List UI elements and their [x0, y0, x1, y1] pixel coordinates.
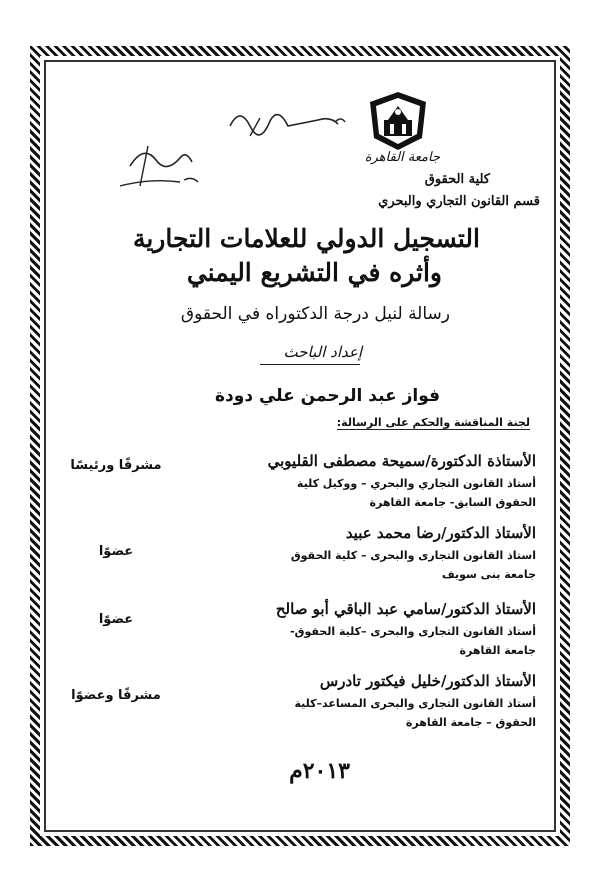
- department-name: قسم القانون التجاري والبحري: [378, 194, 540, 209]
- member-role: مشرفًا وعضوًا: [71, 688, 161, 703]
- faculty-name: كلية الحقوق: [424, 172, 490, 187]
- member-description: [286, 546, 536, 584]
- committee-member: [66, 672, 536, 732]
- researcher-name: فواز عبد الرحمن علي دودة: [215, 386, 440, 406]
- thesis-cover-page: [50, 66, 550, 826]
- member-name: الأستاذة الدكتورة/سميحة مصطفى القليوبي: [267, 452, 536, 470]
- year: ٢٠١٣م: [289, 758, 350, 784]
- member-description-line: الحقوق السابق- جامعة القاهرة: [369, 496, 536, 509]
- prepared-by-label: إعداد الباحث: [283, 343, 362, 361]
- handwritten-signature-icon: [110, 96, 370, 206]
- degree-subtitle: رسالة لنيل درجة الدكتوراه في الحقوق: [180, 304, 450, 324]
- cairo-university-logo-icon: [366, 90, 430, 152]
- thesis-title-line-1: التسجيل الدولي للعلامات التجارية: [132, 224, 480, 253]
- member-description-line: الحقوق – جامعة القاهرة: [405, 716, 536, 729]
- prepared-by-underline: [260, 364, 360, 365]
- member-description-line: أستاذ القانون التجارى والبحرى المساعد–كلية: [294, 697, 536, 710]
- member-description-line: أستاذ القانون التجارى والبحرى –كلية الحقوق-: [290, 625, 536, 638]
- member-role: عضوًا: [98, 612, 134, 627]
- committee-heading: لجنة المناقشة والحكم على الرسالة:: [336, 416, 530, 429]
- member-description-line: استاذ القانون التجارى والبحرى – كلية الحقوق: [290, 549, 536, 562]
- member-description: [286, 694, 536, 732]
- member-name: الأستاذ الدكتور/رضا محمد عبيد: [345, 524, 536, 542]
- member-role: مشرفًا ورئيسًا: [70, 458, 162, 473]
- member-description: [286, 474, 536, 512]
- member-description-line: جامعة بنى سويف: [441, 568, 536, 581]
- member-name: الأستاذ الدكتور/خليل فيكتور تادرس: [319, 672, 536, 690]
- member-name: الأستاذ الدكتور/سامي عبد الباقي أبو صالح: [275, 600, 536, 618]
- thesis-title-line-2: وأثره في التشريع اليمني: [186, 258, 442, 287]
- committee-member: [66, 524, 536, 584]
- university-name: جامعة القاهرة: [364, 150, 440, 165]
- member-description: [286, 622, 536, 660]
- member-role: عضوًا: [98, 544, 134, 559]
- committee-member: [66, 600, 536, 660]
- member-description-line: جامعة القاهرة: [459, 644, 536, 657]
- committee-member: [66, 452, 536, 512]
- member-description-line: أستاذ القانون التجاري والبحري – ووكيل كلية: [296, 477, 536, 490]
